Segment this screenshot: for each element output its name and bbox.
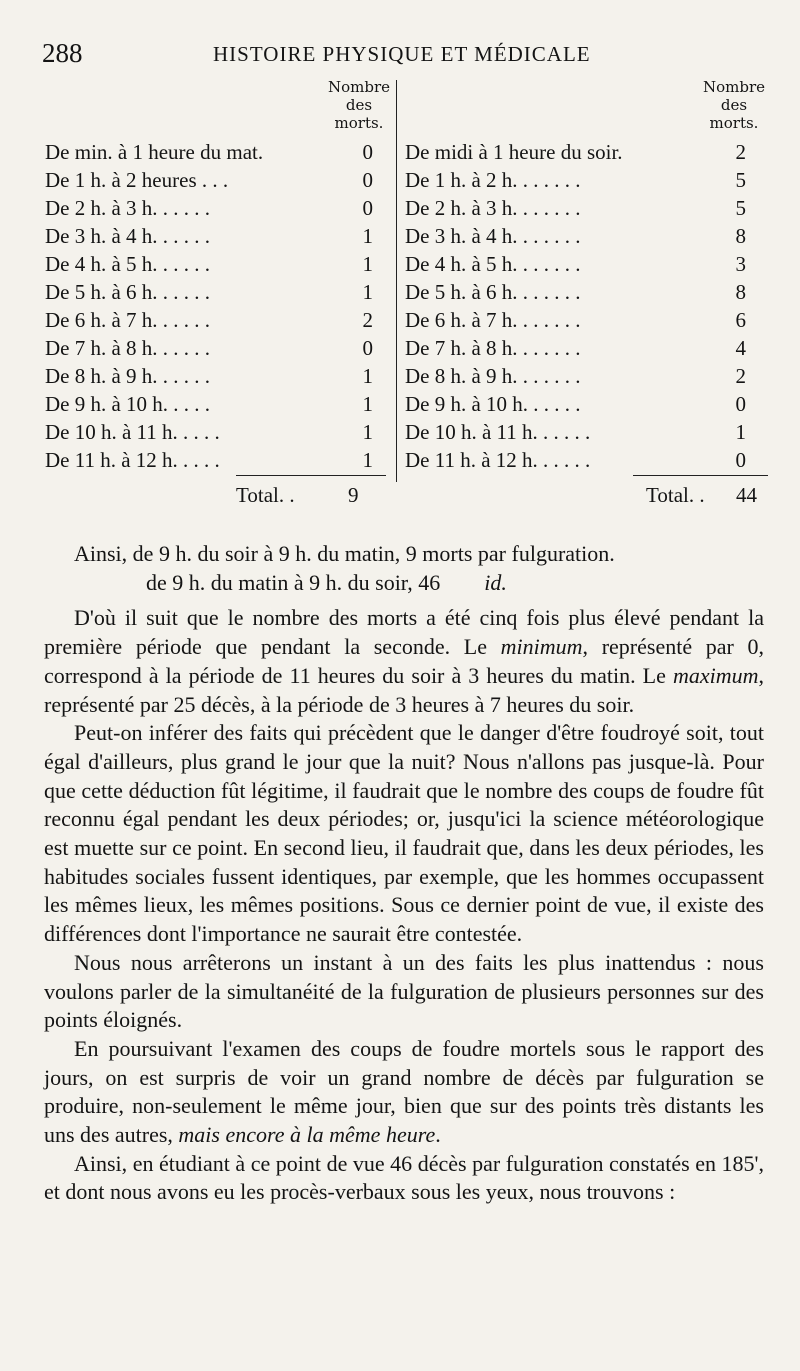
paragraph-italic: mais encore à la même heure (178, 1122, 436, 1148)
column-header-line: Nombre (327, 78, 391, 96)
row-label: De 5 h. à 6 h. . . . . . (45, 280, 211, 304)
summary-line-text: de 9 h. du matin à 9 h. du soir, 46 (146, 569, 441, 595)
column-header-line: Nombre (702, 78, 766, 96)
row-value: 2 (735, 364, 746, 388)
column-header-line: des (720, 96, 748, 114)
row-value: 8 (735, 280, 746, 304)
total-rule-left (236, 475, 386, 476)
table-row (403, 138, 768, 166)
row-value: 1 (362, 224, 373, 248)
paragraph (44, 1035, 764, 1150)
row-value: 1 (362, 252, 373, 276)
total-value: 9 (348, 483, 359, 507)
row-value: 1 (362, 420, 373, 444)
table-row (40, 166, 395, 194)
column-header-deaths (323, 78, 395, 132)
row-value: 6 (735, 308, 746, 332)
column-divider (396, 80, 397, 482)
body-text (44, 540, 764, 1207)
summary-line (44, 569, 764, 598)
column-header-line: des (345, 96, 373, 114)
row-label: De 6 h. à 7 h. . . . . . (45, 308, 211, 332)
table-row (403, 390, 768, 418)
row-value: 1 (362, 448, 373, 472)
table-row (403, 250, 768, 278)
row-value: 0 (735, 392, 746, 416)
row-value: 0 (735, 448, 746, 472)
row-value: 5 (735, 196, 746, 220)
row-label: De 5 h. à 6 h. . . . . . . (405, 280, 581, 304)
row-value: 0 (362, 140, 373, 164)
table-row (40, 222, 395, 250)
table-row (40, 446, 395, 474)
row-label: De 6 h. à 7 h. . . . . . . (405, 308, 581, 332)
paragraph-text: . (435, 1122, 441, 1148)
table-row (40, 362, 395, 390)
summary-id: id. (484, 569, 507, 595)
row-label: De 3 h. à 4 h. . . . . . (45, 224, 211, 248)
total-label: Total. . (236, 483, 295, 507)
row-label: De 2 h. à 3 h. . . . . . . (405, 196, 581, 220)
paragraph-text: , représenté par 0, correspond à la période de 11 heures du soir à 3 heures du matin. Le (44, 634, 764, 688)
table-row (40, 194, 395, 222)
row-label: De 10 h. à 11 h. . . . . . (405, 420, 591, 444)
row-label: De 9 h. à 10 h. . . . . . (405, 392, 581, 416)
row-label: De 11 h. à 12 h. . . . . . (405, 448, 591, 472)
table-row (403, 278, 768, 306)
row-value: 4 (735, 336, 746, 360)
running-title: HISTOIRE PHYSIQUE ET MÉDICALE (213, 42, 591, 66)
paragraph-text: D'où il suit que le nombre des morts a été cinq fois plus élevé pendant la première période que pendant la seconde. Le (44, 605, 764, 660)
table-row (403, 166, 768, 194)
table-left-half (40, 78, 395, 528)
paragraph-text: En poursuivant l'examen des coups de foudre mortels sous le rapport des jours, on est surpris de voir un grand nombre de décès par fulguration se produire, non-seulement le même jour, bien que sur des points très distants les uns des autres, (44, 1035, 764, 1148)
page-header (0, 38, 800, 72)
table-row (40, 418, 395, 446)
row-value: 0 (362, 336, 373, 360)
paragraph (44, 604, 764, 719)
table-row (403, 194, 768, 222)
row-label: De min. à 1 heure du mat. (45, 140, 264, 164)
table-rows-left (40, 138, 395, 474)
table-row (40, 278, 395, 306)
paragraph: Nous nous arrêterons un instant à un des faits les plus inattendus : nous voulons parler de la simultanéité de la fulguration de plusieurs personnes sur des points éloignés. (44, 949, 764, 1033)
row-value: 8 (735, 224, 746, 248)
table-row (403, 418, 768, 446)
paragraph-text: , représenté par 25 décès, à la période de 3 heures à 7 heures du soir. (44, 662, 764, 717)
total-left (236, 483, 359, 508)
table-row (403, 306, 768, 334)
table-row (403, 222, 768, 250)
row-value: 1 (362, 280, 373, 304)
row-label: De 4 h. à 5 h. . . . . . . (405, 252, 581, 276)
total-value: 44 (736, 483, 757, 507)
row-label: De 9 h. à 10 h. . . . . (45, 392, 211, 416)
row-value: 3 (735, 252, 746, 276)
paragraph: Peut-on inférer des faits qui précèdent que le danger d'être foudroyé soit, tout égal d'ailleurs, plus grand le jour que la nuit? Nous n'allons pas jusque-là. Pour que cette déduction fût légitime, il faudrait que le nombre des coups de foudre fût reconnu égal pendant les deux périodes; or, jusqu'ici la science météorologique est muette sur ce point. En second lieu, il faudrait que, dans les deux périodes, les habitudes sociales fussent identiques, par exemple, que les hommes occupassent les mêmes lieux, les mêmes positions. Sous ce dernier point de vue, il existe des différences dont l'importance ne saurait être contestée. (44, 720, 764, 947)
paragraph-italic: maximum (672, 662, 759, 688)
row-value: 1 (362, 364, 373, 388)
row-label: De 8 h. à 9 h. . . . . . . (405, 364, 581, 388)
row-value: 0 (362, 168, 373, 192)
summary-line: Ainsi, de 9 h. du soir à 9 h. du matin, 9 morts par fulguration. (74, 541, 615, 566)
total-rule-right (633, 475, 768, 476)
row-label: De 11 h. à 12 h. . . . . (45, 448, 220, 472)
row-label: De 10 h. à 11 h. . . . . (45, 420, 220, 444)
total-label: Total. . (646, 483, 705, 507)
table-row (403, 362, 768, 390)
table-row (40, 138, 395, 166)
row-label: De 7 h. à 8 h. . . . . . . (405, 336, 581, 360)
table-row (403, 334, 768, 362)
row-label: De midi à 1 heure du soir. (405, 140, 623, 164)
row-value: 2 (735, 140, 746, 164)
deaths-by-hour-table (40, 78, 768, 528)
table-row (40, 306, 395, 334)
table-row (40, 334, 395, 362)
row-label: De 1 h. à 2 h. . . . . . . (405, 168, 581, 192)
table-row (40, 390, 395, 418)
row-label: De 7 h. à 8 h. . . . . . (45, 336, 211, 360)
table-row (40, 250, 395, 278)
row-value: 1 (362, 392, 373, 416)
row-value: 5 (735, 168, 746, 192)
paragraph-italic: minimum (500, 634, 583, 660)
row-value: 2 (362, 308, 373, 332)
row-label: De 2 h. à 3 h. . . . . . (45, 196, 211, 220)
table-row (403, 446, 768, 474)
row-label: De 8 h. à 9 h. . . . . . (45, 364, 211, 388)
spacer (44, 597, 764, 604)
column-header-line: morts. (334, 114, 384, 132)
paragraph: Ainsi, en étudiant à ce point de vue 46 décès par fulguration constatés en 185', et dont nous avons eu les procès-verbaux sous les yeux, nous trouvons : (44, 1150, 764, 1205)
table-right-half (403, 78, 768, 528)
column-header-line: morts. (709, 114, 759, 132)
row-value: 1 (735, 420, 746, 444)
row-label: De 1 h. à 2 heures . . . (45, 168, 229, 192)
column-header-deaths (698, 78, 770, 132)
row-value: 0 (362, 196, 373, 220)
row-label: De 3 h. à 4 h. . . . . . . (405, 224, 581, 248)
total-right (646, 483, 757, 508)
row-label: De 4 h. à 5 h. . . . . . (45, 252, 211, 276)
page-number: 288 (42, 38, 83, 68)
table-rows-right (403, 138, 768, 474)
